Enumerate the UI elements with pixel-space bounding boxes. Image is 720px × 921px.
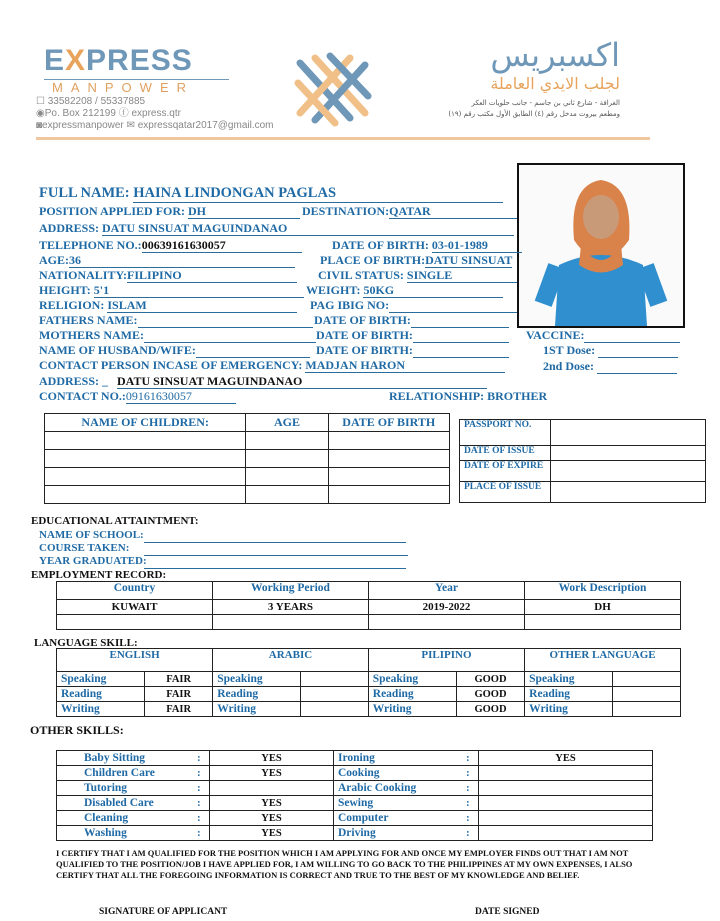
skill-label: Reading xyxy=(525,687,613,702)
language-row xyxy=(57,672,681,687)
age-value: 36 xyxy=(69,253,295,268)
passport-label: PLACE OF ISSUE xyxy=(460,482,551,503)
skill-value: YES xyxy=(210,751,334,766)
skill-name: Ironing xyxy=(334,751,463,766)
nationality-label: NATIONALITY: xyxy=(39,268,128,282)
mother-dob-row xyxy=(316,328,509,343)
skill-name: Disabled Care xyxy=(57,796,194,811)
column-header: AGE xyxy=(246,414,328,432)
employment-table xyxy=(56,581,681,630)
table-cell xyxy=(246,468,328,486)
address-label: ADDRESS: xyxy=(39,221,100,235)
phone-icon: ☐ xyxy=(36,96,45,107)
header-row xyxy=(45,414,450,432)
contact-value: 09161630057 xyxy=(126,389,236,404)
skill-name: Cleaning xyxy=(57,811,194,826)
skill-label: Speaking xyxy=(213,672,301,687)
position-row xyxy=(39,204,300,219)
pobox: Po. Box 212199 xyxy=(44,108,116,119)
mother-label: MOTHERS NAME: xyxy=(39,328,144,342)
pagibig-label: PAG IBIG NO: xyxy=(310,298,390,312)
civil-row xyxy=(318,268,517,283)
emergency-value: MADJAN HARON xyxy=(305,358,505,373)
column-header: NAME OF CHILDREN: xyxy=(45,414,246,432)
skill-value: YES xyxy=(479,751,653,766)
column-header: Country xyxy=(57,582,213,600)
passport-row xyxy=(460,482,706,503)
weight-label: WEIGHT: xyxy=(306,283,361,297)
date-signed-label: DATE SIGNED xyxy=(475,907,540,917)
skill-level xyxy=(613,687,681,702)
colon: : xyxy=(462,796,479,811)
employment-title: EMPLOYMENT RECORD: xyxy=(31,569,167,581)
skill-label: Writing xyxy=(368,702,456,717)
skill-row xyxy=(57,766,653,781)
year-label: YEAR GRADUATED: xyxy=(39,555,147,567)
skill-name: Cooking xyxy=(334,766,463,781)
language-row xyxy=(57,702,681,717)
pob-label: PLACE OF BIRTH: xyxy=(320,253,426,267)
phone: 33582208 / 55337885 xyxy=(47,96,146,107)
header-divider xyxy=(36,137,650,140)
table-cell xyxy=(45,450,246,468)
person-photo-icon xyxy=(519,165,683,326)
religion-label: RELIGION: xyxy=(39,298,105,312)
skill-value xyxy=(479,796,653,811)
skill-level xyxy=(613,702,681,717)
pagibig-row xyxy=(310,298,517,313)
skill-name: Washing xyxy=(57,826,194,841)
skill-name: Computer xyxy=(334,811,463,826)
address-row xyxy=(39,221,514,236)
table-cell xyxy=(246,486,328,504)
dose1-row xyxy=(543,343,678,358)
full-name-label: FULL NAME: xyxy=(39,185,130,201)
contact-label: CONTACT NO.: xyxy=(39,389,126,403)
table-cell xyxy=(45,486,246,504)
civil-value: SINGLE xyxy=(407,268,517,283)
emergency-label: CONTACT PERSON INCASE OF EMERGENCY: xyxy=(39,358,303,372)
skill-level: GOOD xyxy=(456,687,524,702)
skill-name: Sewing xyxy=(334,796,463,811)
colon: : xyxy=(193,826,210,841)
pob-value: DATU SINSUAT xyxy=(425,253,513,267)
table-row xyxy=(57,600,681,615)
em-address-row xyxy=(39,374,487,389)
spouse-label: NAME OF HUSBAND/WIFE: xyxy=(39,343,196,357)
employment-cell: 2019-2022 xyxy=(369,600,525,615)
father-row xyxy=(39,313,313,328)
table-row xyxy=(57,615,681,630)
table-cell xyxy=(328,468,449,486)
father-dob-label: DATE OF BIRTH: xyxy=(314,313,411,327)
em-address-value: DATU SINSUAT MAGUINDANAO xyxy=(117,374,487,389)
column-header: Work Description xyxy=(525,582,681,600)
arabic-brand: اكسبريس xyxy=(490,36,620,74)
facebook-icon: ⓕ xyxy=(118,108,129,119)
table-cell xyxy=(246,450,328,468)
other-skills-title: OTHER SKILLS: xyxy=(30,723,124,737)
table-cell xyxy=(328,486,449,504)
passport-table xyxy=(459,419,706,503)
colon: : xyxy=(462,751,479,766)
arabic-logo xyxy=(430,36,620,120)
skill-label: Writing xyxy=(57,702,145,717)
table-cell xyxy=(45,468,246,486)
skill-level xyxy=(301,672,368,687)
passport-value xyxy=(551,482,706,503)
instagram-icon: ◙ xyxy=(36,120,43,131)
education-title: EDUCATIONAL ATTAINTMENT: xyxy=(31,515,199,527)
skill-level: FAIR xyxy=(145,672,213,687)
position-value: DH xyxy=(188,204,300,219)
skill-row xyxy=(57,751,653,766)
brand-sub: MANPOWER xyxy=(52,80,194,95)
skill-level: FAIR xyxy=(145,702,213,717)
email-icon: ✉ xyxy=(126,120,135,131)
skill-name: Arabic Cooking xyxy=(334,781,463,796)
colon: : xyxy=(462,781,479,796)
passport-label: DATE OF EXPIRE xyxy=(460,461,551,482)
destination-row xyxy=(302,204,517,219)
full-name-value: HAINA LINDONGAN PAGLAS xyxy=(133,185,503,203)
colon: : xyxy=(193,766,210,781)
dose2-row xyxy=(543,359,677,374)
table-cell xyxy=(525,615,681,630)
pob-row xyxy=(320,253,512,268)
brand-name: EXPRESS xyxy=(44,44,193,77)
relationship-value: BROTHER xyxy=(487,389,548,403)
language-header: ENGLISH xyxy=(57,649,213,672)
skill-row xyxy=(57,781,653,796)
height-value: 5'1 xyxy=(94,283,304,298)
header-row xyxy=(57,582,681,600)
skill-row xyxy=(57,811,653,826)
table-cell xyxy=(246,432,328,450)
facebook: express.qtr xyxy=(131,108,181,119)
dob-row xyxy=(332,238,522,253)
skill-row xyxy=(57,796,653,811)
email: expressqatar2017@gmail.com xyxy=(137,120,274,131)
arabic-address-1: الغرافة - شارع ثاني بن جاسم - جانب حلويات العكر xyxy=(471,99,620,107)
skill-name: Driving xyxy=(334,826,463,841)
dob-label: DATE OF BIRTH: xyxy=(332,238,429,252)
spouse-row xyxy=(39,343,310,358)
skill-label: Reading xyxy=(57,687,145,702)
dose1-label: 1ST Dose: xyxy=(543,343,596,357)
skill-value: YES xyxy=(210,766,334,781)
table-cell xyxy=(328,450,449,468)
colon: : xyxy=(462,766,479,781)
destination-value: QATAR xyxy=(389,204,517,219)
table-cell xyxy=(369,615,525,630)
address-value: DATU SINSUAT MAGUINDANAO xyxy=(102,221,514,236)
employment-cell: DH xyxy=(525,600,681,615)
employment-cell: KUWAIT xyxy=(57,600,213,615)
passport-value xyxy=(551,461,706,482)
applicant-photo xyxy=(517,163,685,328)
column-header: Year xyxy=(369,582,525,600)
weight-row xyxy=(306,283,503,298)
skill-value xyxy=(479,826,653,841)
skill-value: YES xyxy=(210,826,334,841)
full-name-row xyxy=(39,185,503,203)
colon: : xyxy=(193,811,210,826)
passport-label: PASSPORT NO. xyxy=(460,420,551,446)
passport-value xyxy=(551,420,706,446)
table-cell xyxy=(328,432,449,450)
telephone-label: TELEPHONE NO.: xyxy=(39,238,142,252)
children-table xyxy=(44,413,450,504)
age-row xyxy=(39,253,295,268)
header-row xyxy=(57,649,681,672)
arabic-sub: لجلب الايدي العاملة xyxy=(490,74,620,93)
skill-name: Baby Sitting xyxy=(57,751,194,766)
language-title: LANGUAGE SKILL: xyxy=(34,637,138,649)
skill-label: Reading xyxy=(213,687,301,702)
language-header: ARABIC xyxy=(213,649,369,672)
colon: : xyxy=(193,781,210,796)
vaccine-row xyxy=(526,328,680,343)
brand-x-accent: X xyxy=(65,44,87,77)
telephone-value: 00639161630057 xyxy=(142,238,302,253)
skill-value xyxy=(479,781,653,796)
column-header: Working Period xyxy=(213,582,369,600)
passport-row xyxy=(460,461,706,482)
year-row xyxy=(39,554,406,569)
skill-value xyxy=(479,811,653,826)
dob-value: 03-01-1989 xyxy=(432,238,522,253)
skill-label: Writing xyxy=(525,702,613,717)
skill-value: YES xyxy=(210,811,334,826)
school-label: NAME OF SCHOOL: xyxy=(39,529,144,541)
skill-level: GOOD xyxy=(456,702,524,717)
table-cell xyxy=(45,432,246,450)
colon: : xyxy=(462,811,479,826)
contact-block xyxy=(36,96,274,132)
skill-level: FAIR xyxy=(145,687,213,702)
nationality-row xyxy=(39,268,297,283)
vaccine-label: VACCINE: xyxy=(526,328,585,342)
skill-name: Children Care xyxy=(57,766,194,781)
skill-row xyxy=(57,826,653,841)
passport-row xyxy=(460,420,706,446)
spouse-dob-row xyxy=(316,343,509,358)
religion-row xyxy=(39,298,297,313)
height-row xyxy=(39,283,304,298)
em-address-label: ADDRESS: _ xyxy=(39,374,109,388)
skill-value: YES xyxy=(210,796,334,811)
other-skills-table xyxy=(56,750,653,841)
telephone-row xyxy=(39,238,302,253)
mother-row xyxy=(39,328,316,343)
height-label: HEIGHT: xyxy=(39,283,91,297)
skill-label: Speaking xyxy=(525,672,613,687)
arabic-address-2: ومطعم بيروت مدخل رقم (٤) الطابق الأول مكتب رقم (١٩) xyxy=(448,110,620,118)
skill-level xyxy=(613,672,681,687)
nationality-value: FILIPINO xyxy=(127,268,297,283)
emergency-row xyxy=(39,358,505,373)
skill-label: Speaking xyxy=(57,672,145,687)
table-row xyxy=(45,468,450,486)
dose2-label: 2nd Dose: xyxy=(543,359,595,373)
location-icon: ◉ xyxy=(36,108,45,119)
colon: : xyxy=(462,826,479,841)
religion-value: ISLAM xyxy=(107,298,297,313)
father-dob-row xyxy=(314,313,509,328)
table-cell xyxy=(57,615,213,630)
skill-value xyxy=(210,781,334,796)
language-table xyxy=(56,648,681,717)
skill-label: Reading xyxy=(368,687,456,702)
table-cell xyxy=(213,615,369,630)
language-header: OTHER LANGUAGE xyxy=(525,649,681,672)
passport-row xyxy=(460,446,706,461)
passport-value xyxy=(551,446,706,461)
destination-label: DESTINATION: xyxy=(302,204,390,218)
contact-row xyxy=(39,389,236,404)
skill-name: Tutoring xyxy=(57,781,194,796)
relationship-row xyxy=(389,389,547,403)
colon: : xyxy=(193,751,210,766)
relationship-label: RELATIONSHIP: xyxy=(389,389,485,403)
certification-text: I CERTIFY THAT I AM QUALIFIED FOR THE POSITION WHICH I AM APPLYING FOR AND ONCE MY EMPLOYER FINDS OUT THAT I AM NOT QUALIFIED TO THE POSITION/JOB I HAVE APPLIED FOR, I AM WILLING TO GO BACK TO THE PHILIPPINES AT MY OWN EXPENSES, I ALSO CERTIFY THAT ALL THE FOREGOING INFORMATION IS CORRECT AND TRUE TO THE BEST OF MY KNOWLEDGE AND BELIEF. xyxy=(56,848,633,880)
father-label: FATHERS NAME: xyxy=(39,313,138,327)
civil-label: CIVIL STATUS: xyxy=(318,268,404,282)
mother-dob-label: DATE OF BIRTH: xyxy=(316,328,413,342)
logo-wordmark xyxy=(44,44,229,95)
position-label: POSITION APPLIED FOR: xyxy=(39,204,186,218)
table-row xyxy=(45,486,450,504)
course-label: COURSE TAKEN: xyxy=(39,542,130,554)
language-header: PILIPINO xyxy=(368,649,524,672)
table-row xyxy=(45,450,450,468)
skill-level xyxy=(301,702,368,717)
weight-value: 50KG xyxy=(363,283,503,298)
colon: : xyxy=(193,796,210,811)
skill-label: Speaking xyxy=(368,672,456,687)
language-row xyxy=(57,687,681,702)
skill-value xyxy=(479,766,653,781)
spouse-dob-label: DATE OF BIRTH: xyxy=(316,343,413,357)
table-row xyxy=(45,432,450,450)
column-header: DATE OF BIRTH xyxy=(328,414,449,432)
employment-cell: 3 YEARS xyxy=(213,600,369,615)
passport-label: DATE OF ISSUE xyxy=(460,446,551,461)
skill-level xyxy=(301,687,368,702)
logo-emblem-icon xyxy=(290,48,376,130)
age-label: AGE: xyxy=(39,253,69,267)
skill-level: GOOD xyxy=(456,672,524,687)
signature-label: SIGNATURE OF APPLICANT xyxy=(99,907,228,917)
instagram: expressmanpower xyxy=(42,120,124,131)
skill-label: Writing xyxy=(213,702,301,717)
